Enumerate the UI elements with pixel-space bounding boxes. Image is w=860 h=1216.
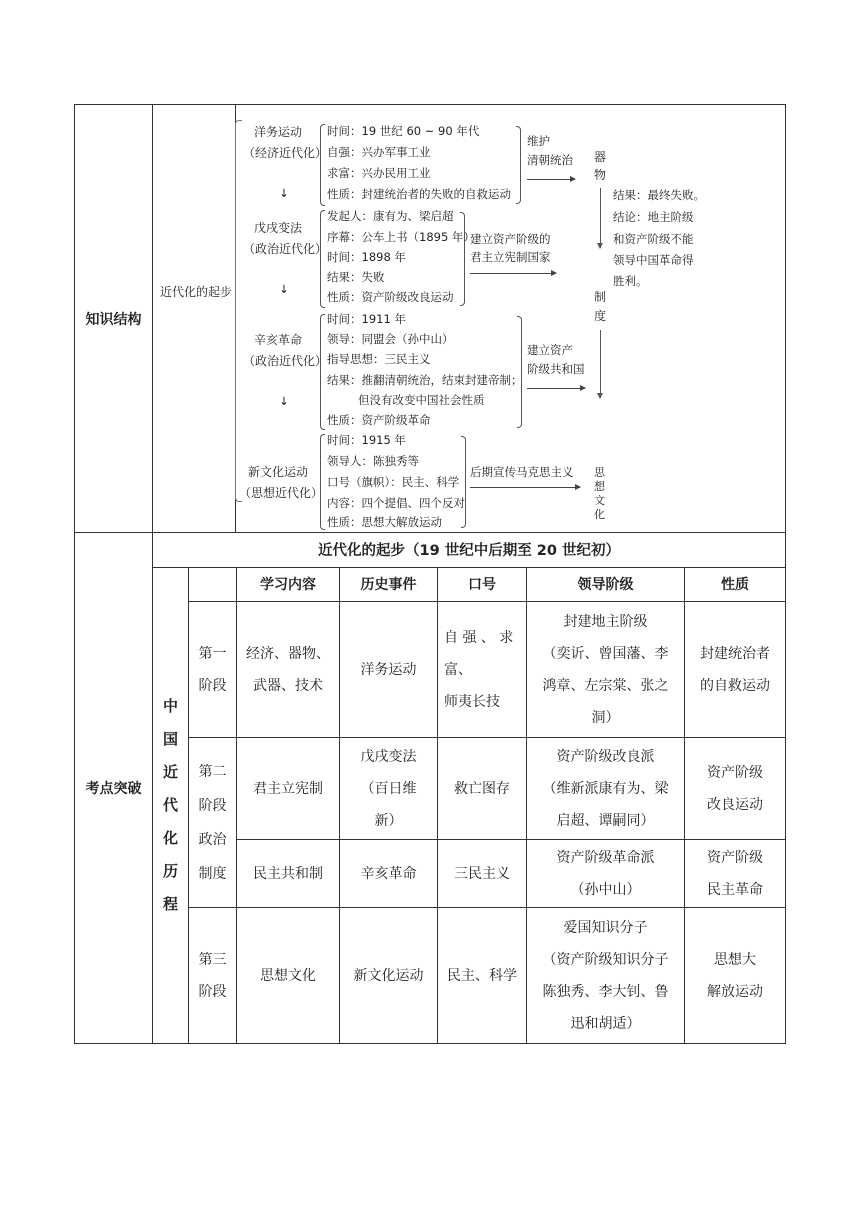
sixiang-label: 想 (594, 480, 605, 493)
nature-cell: 封建统治者 的自救运动 (700, 645, 770, 694)
main-brace (235, 120, 242, 502)
yangwu-item: 求富：兴办民用工业 (327, 166, 431, 180)
key-points-label: 考点突破 (85, 781, 142, 797)
knowledge-structure-label: 知识结构 (85, 312, 142, 328)
table-border (74, 104, 75, 1044)
xinwenhua-item: 内容：四个提倡、四个反对 (327, 496, 465, 510)
xinwenhua-item: 时间：1915 年 (327, 433, 406, 447)
zhidu-label: 度 (594, 309, 607, 323)
wuxu-item: 序幕：公车上书（1895 年） (327, 230, 475, 244)
yangwu-item: 自强：兴办军事工业 (327, 145, 431, 159)
content-cell: 民主共和制 (253, 865, 323, 882)
wuxu-goal: 君主立宪制国家 (470, 250, 551, 264)
xinhai-name: 辛亥革命 (254, 333, 303, 347)
wuxu-item: 性质：资产阶级改良运动 (327, 290, 454, 304)
xinhai-type: （政治近代化） (243, 354, 328, 368)
result-text: 领导中国革命得 (613, 253, 694, 267)
result-text: 胜利。 (613, 274, 648, 288)
modern-history-vertical: 中 国 近 代 化 历 程 (162, 697, 178, 913)
stage-cell: 第二 阶段 政治 制度 (198, 763, 227, 882)
table-border (785, 104, 786, 1044)
event-cell: 洋务运动 (360, 661, 417, 678)
wuxu-item: 结果：失败 (327, 270, 385, 284)
header-content: 学习内容 (260, 576, 316, 593)
nature-cell: 资产阶级 改良运动 (707, 764, 763, 813)
down-arrow: ↓ (279, 186, 289, 200)
xinwenhua-item: 口号（旗帜）：民主、科学 (327, 475, 460, 489)
wuxu-item: 发起人：康有为、梁启超 (327, 209, 454, 223)
yangwu-goal: 清朝统治 (527, 153, 573, 167)
wuxu-item: 时间：1898 年 (327, 250, 406, 264)
leader-cell: 封建地主阶级 （奕䜣、曾国藩、李 鸿章、左宗棠、张之 洞） (542, 613, 669, 726)
content-cell: 经济、器物、 武器、技术 (246, 645, 330, 694)
table-border (74, 532, 786, 533)
content-cell: 思想文化 (260, 967, 316, 984)
xinhai-item: 指导思想：三民主义 (327, 352, 431, 366)
xinwenhua-name: 新文化运动 (248, 465, 309, 479)
yangwu-item: 时间：19 世纪 60 ~ 90 年代 (327, 124, 480, 138)
result-text: 和资产阶级不能 (613, 232, 694, 246)
wuxu-type: （政治近代化） (243, 242, 328, 256)
event-cell: 辛亥革命 (360, 865, 417, 882)
xinhai-item: 领导：同盟会（孙中山） (327, 332, 454, 346)
content-cell: 君主立宪制 (253, 780, 323, 797)
xinhai-item: 结果：推翻清朝统治，结束封建帝制； (327, 373, 523, 387)
down-arrow: ↓ (279, 282, 289, 296)
down-arrow-line (600, 188, 601, 248)
leader-cell: 爱国知识分子 （资产阶级知识分子 陈独秀、李大钊、鲁 迅和胡适） (542, 919, 669, 1032)
wuxu-goal: 建立资产阶级的 (470, 232, 551, 246)
nature-cell: 思想大 解放运动 (707, 951, 763, 1000)
xinhai-goal: 建立资产 (527, 343, 573, 357)
result-text: 结果：最终失败。 (613, 188, 705, 202)
sixiang-label: 化 (594, 508, 605, 521)
xinhai-item: 时间：1911 年 (327, 312, 406, 326)
yangwu-goal: 维护 (527, 134, 550, 148)
event-cell: 新文化运动 (353, 967, 424, 984)
xinhai-item: 但没有改变中国社会性质 (358, 393, 485, 407)
qiwu-label: 器 (594, 150, 607, 164)
event-cell: 戊戌变法 （百日维 新） (360, 748, 417, 829)
origin-label: 近代化的起步 (160, 285, 233, 299)
xinwenhua-item: 领导人：陈独秀等 (327, 454, 419, 468)
qiwu-label: 物 (594, 168, 607, 182)
slogan-cell: 救亡图存 (454, 780, 510, 797)
right-arrow (527, 388, 585, 389)
zhidu-label: 制 (594, 290, 607, 304)
right-arrow (470, 487, 580, 488)
down-arrow: ↓ (279, 394, 289, 408)
yangwu-name: 洋务运动 (254, 125, 303, 139)
xinwenhua-item: 性质：思想大解放运动 (327, 515, 442, 529)
slogan-cell: 三民主义 (454, 865, 510, 882)
nature-cell: 资产阶级 民主革命 (707, 849, 763, 898)
sixiang-label: 文 (594, 494, 605, 507)
down-arrow-line (600, 330, 601, 398)
yangwu-item: 性质：封建统治者的失败的自救运动 (327, 187, 511, 201)
xinhai-goal: 阶级共和国 (527, 362, 585, 376)
sixiang-label: 思 (594, 466, 605, 479)
right-arrow (527, 179, 575, 180)
table-title: 近代化的起步（19 世纪中后期至 20 世纪初） (318, 543, 620, 559)
table-border (74, 1043, 786, 1044)
leader-cell: 资产阶级革命派 （孙中山） (556, 849, 655, 898)
table-border (74, 104, 786, 105)
xinwenhua-type: （思想近代化） (239, 486, 324, 500)
header-nature: 性质 (721, 576, 749, 593)
yangwu-type: （经济近代化） (243, 146, 328, 160)
header-leader: 领导阶级 (577, 576, 634, 593)
header-event: 历史事件 (360, 576, 417, 593)
wuxu-name: 戊戌变法 (254, 221, 303, 235)
header-slogan: 口号 (468, 576, 496, 593)
xinwenhua-goal: 后期宣传马克思主义 (470, 465, 574, 479)
slogan-cell: 民主、科学 (447, 967, 517, 984)
stage-cell: 第三 阶段 (198, 951, 227, 1000)
slogan-cell: 自 强 、 求 富、 师夷长技 (444, 629, 514, 710)
leader-cell: 资产阶级改良派 （维新派康有为、梁 启超、谭嗣同） (542, 748, 669, 829)
stage-cell: 第一 阶段 (198, 645, 227, 694)
right-arrow (470, 273, 556, 274)
result-text: 结论：地主阶级 (613, 210, 694, 224)
xinhai-item: 性质：资产阶级革命 (327, 413, 431, 427)
